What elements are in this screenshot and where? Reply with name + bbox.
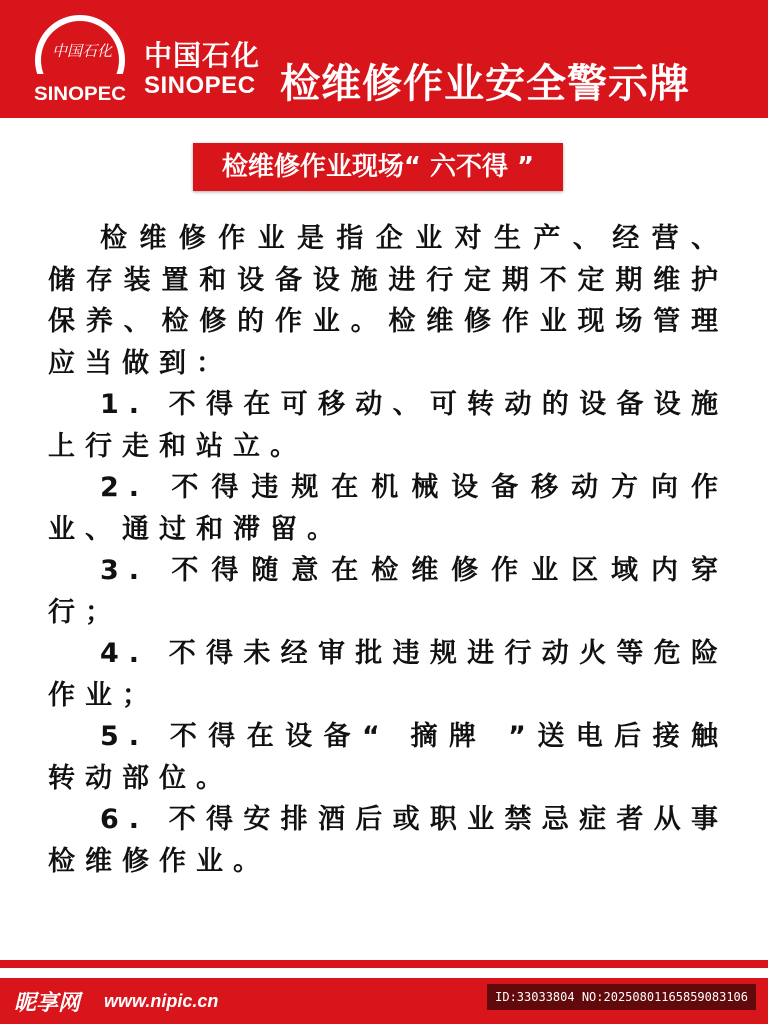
- watermark-id: ID:33033804 NO:20250801165859083106: [487, 984, 756, 1010]
- rule-item-5: 5. 不得在设备“ 摘牌 ”送电后接触转动部位。: [48, 721, 728, 794]
- page-title: 检维修作业安全警示牌: [280, 61, 690, 107]
- subtitle-banner: 检维修作业现场“ 六不得 ”: [193, 143, 563, 191]
- footer-divider: [0, 960, 768, 968]
- brand-name-en: SINOPEC: [144, 72, 256, 99]
- notice-body: [48, 218, 728, 882]
- rule-item-1: 1. 不得在可移动、可转动的设备设施上行走和站立。: [48, 389, 728, 462]
- footer-bar: [0, 978, 768, 1024]
- logo-script: 中国石化: [51, 42, 113, 60]
- rule-item-6: 6. 不得安排酒后或职业禁忌症者从事检维修作业。: [48, 804, 728, 877]
- header-banner: [0, 0, 768, 118]
- rule-item-3: 3. 不得随意在检维修作业区域内穿行；: [48, 555, 728, 628]
- watermark-logo: 昵享网: [14, 991, 81, 1016]
- logo-letters: SINOPEC: [34, 84, 127, 105]
- rule-item-2: 2. 不得违规在机械设备移动方向作业、通过和滞留。: [48, 472, 728, 545]
- brand-name-cn: 中国石化: [144, 39, 261, 72]
- rule-item-4: 4. 不得未经审批违规进行动火等危险作业；: [48, 638, 728, 711]
- intro-paragraph: 检维修作业是指企业对生产、经营、储存装置和设备设施进行定期不定期维护保养、检修的作业。检维修作业现场管理应当做到：: [48, 223, 728, 379]
- sinopec-logo-icon: [30, 12, 130, 112]
- watermark-url: www.nipic.cn: [104, 991, 219, 1011]
